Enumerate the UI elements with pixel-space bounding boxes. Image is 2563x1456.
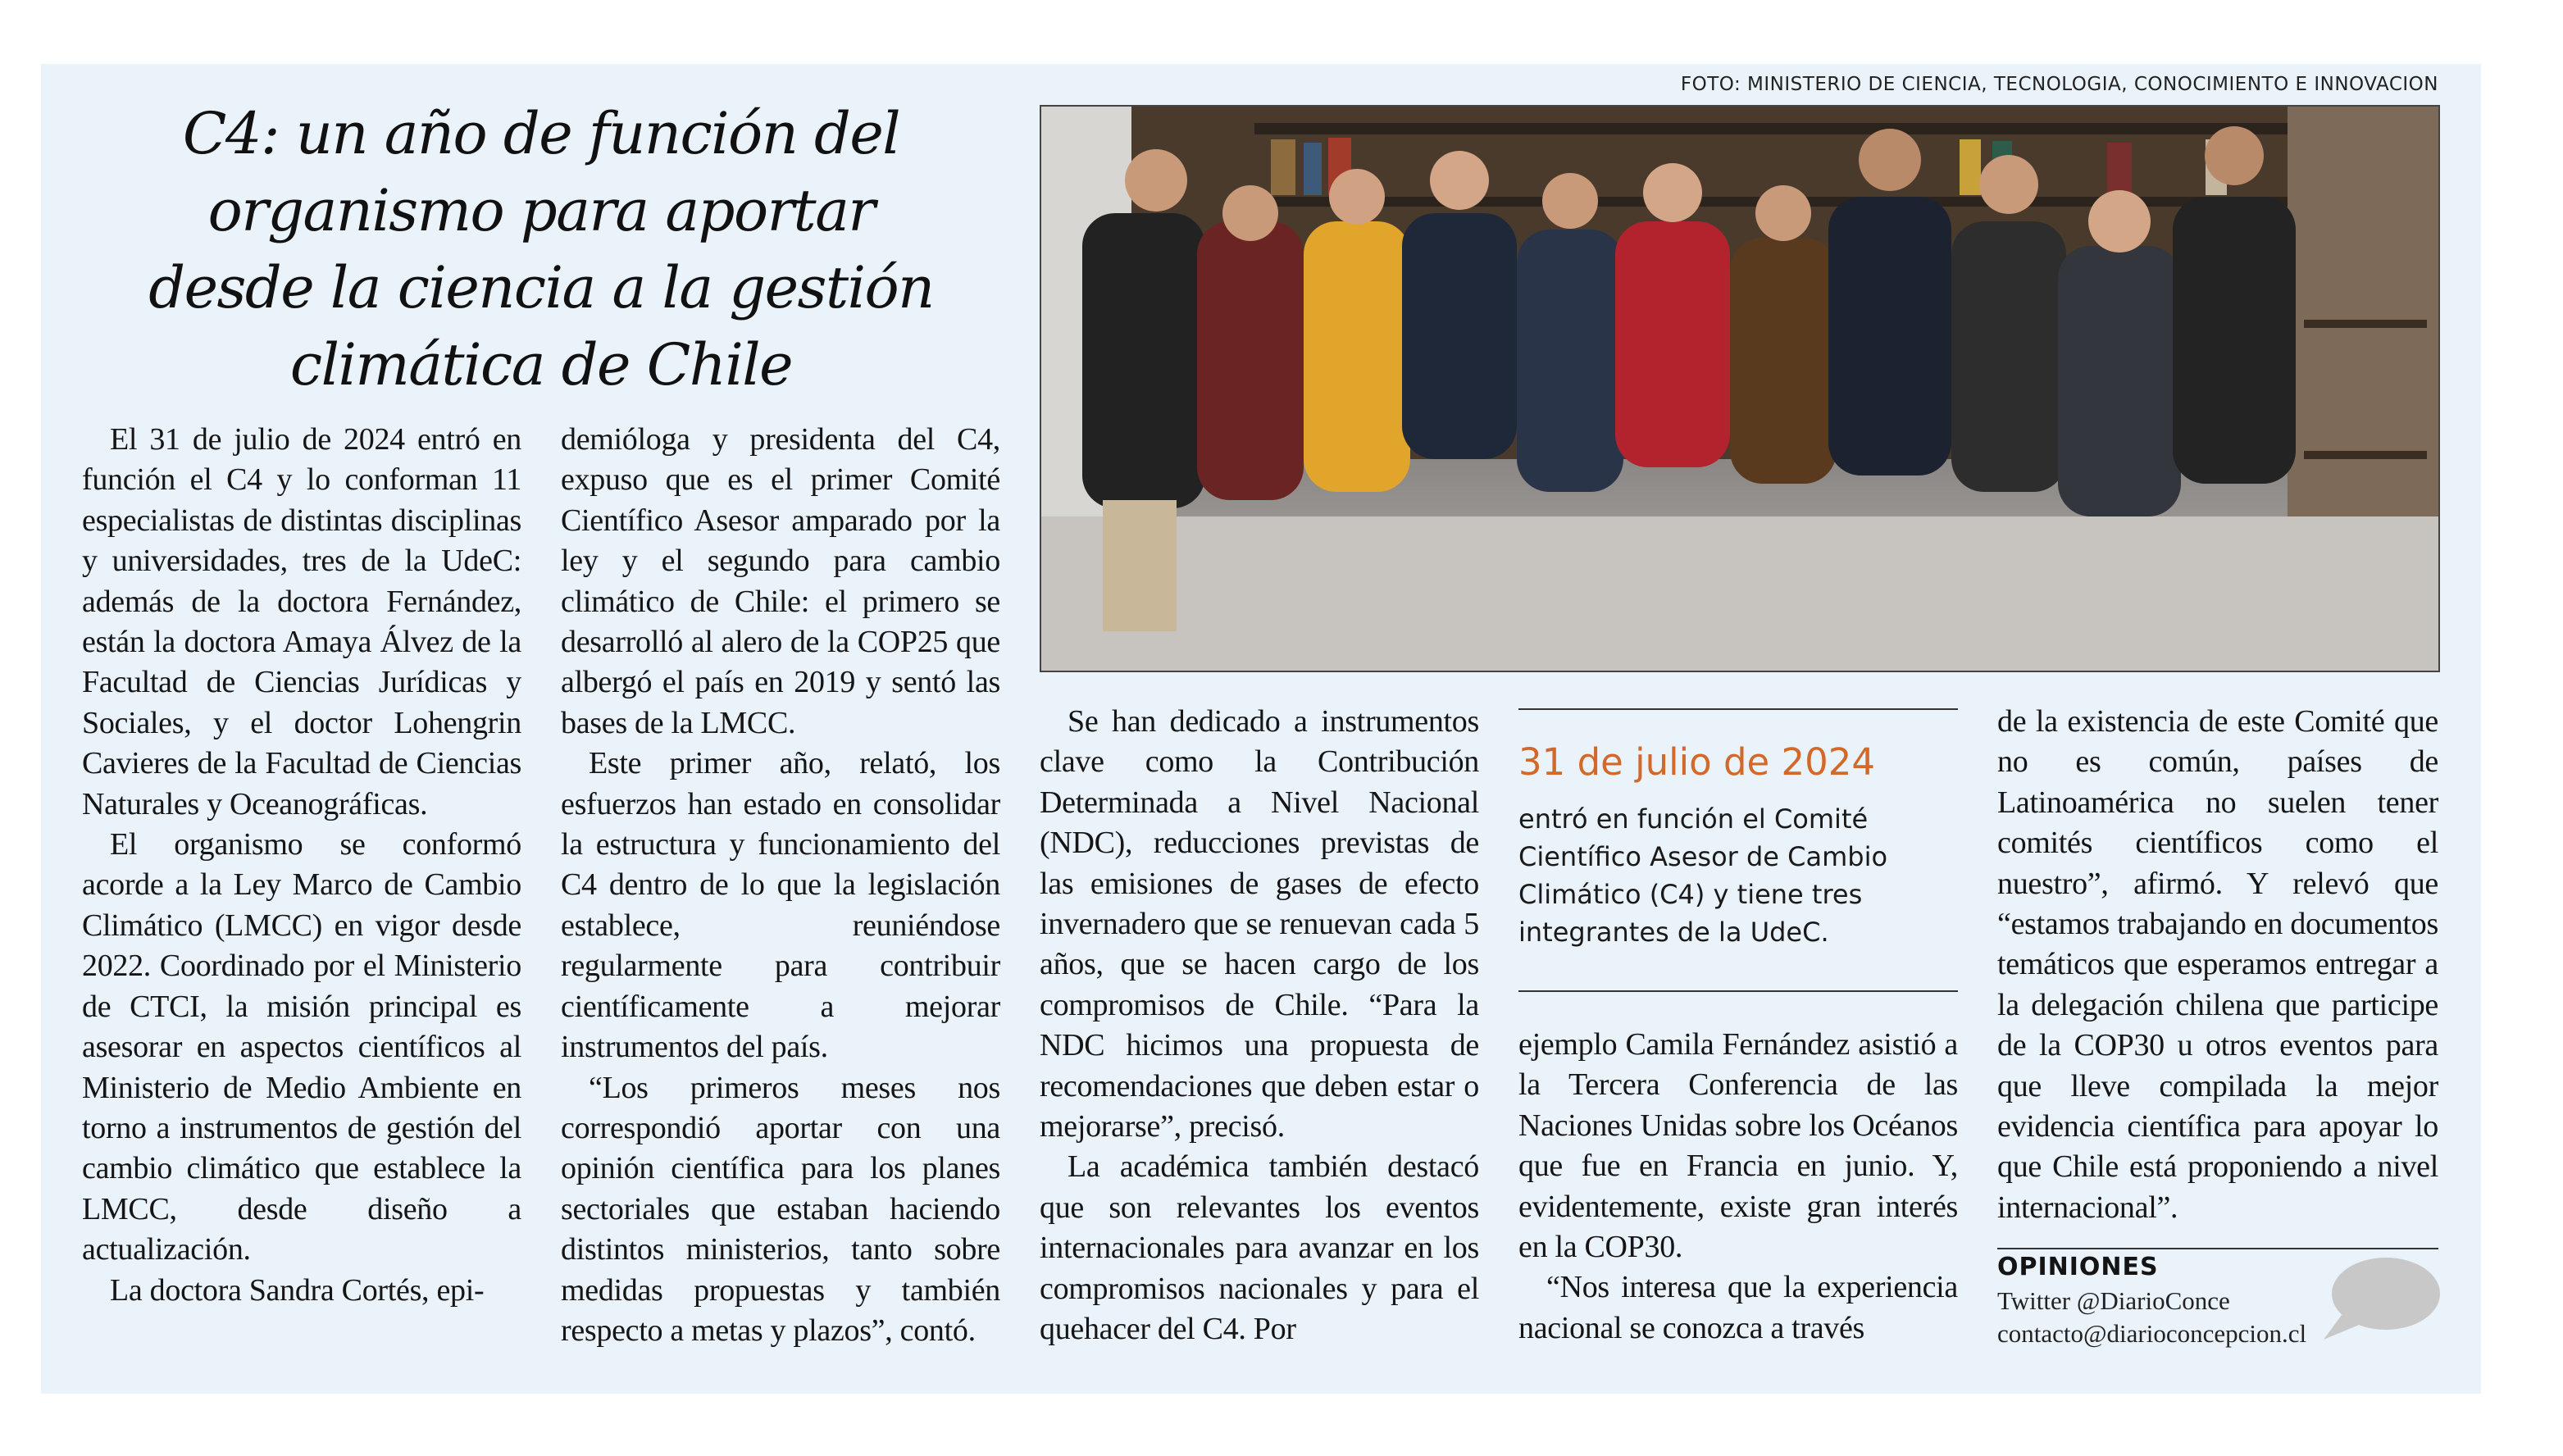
callout-date: 31 de julio de 2024 (1518, 740, 1876, 784)
photo-credit: FOTO: MINISTERIO DE CIENCIA, TECNOLOGIA, CONOCIMIENTO E INNOVACION (1680, 74, 2438, 95)
paragraph: La académica también destacó que son relevantes los eventos internacionales para avanzar en los compromisos nacionales y para el quehacer del C4. Por (1040, 1149, 1479, 1347)
paragraph: demióloga y presidenta del C4, expuso que es el primer Comité Científico Asesor amparado por la ley y el segundo para cambio climático de Chile: el primero se desarrolló al alero de la COP25 que albergó el país en 2019 y sentó las bases de la LMCC. (561, 422, 1000, 740)
paragraph: Se han dedicado a instrumentos clave como la Contribución Determinada a Nivel Nacional (NDC), reducciones previstas de las emisiones de gases de efecto invernadero que se renuevan cada 5 años, que se hacen cargo de los compromisos de Chile. “Para la NDC hicimos una propuesta de recomendaciones que deben estar o mejorarse”, precisó. (1040, 704, 1479, 1144)
text-column-5 (1997, 702, 2438, 1228)
paragraph: La doctora Sandra Cortés, epi- (110, 1272, 485, 1308)
callout-text: entró en función el Comité Científico Asesor de Cambio Climático (C4) y tiene tres integrantes de la UdeC. (1518, 803, 1888, 948)
speech-bubble-icon (2320, 1254, 2443, 1345)
contact-email[interactable]: contacto@diarioconcepcion.cl (1997, 1319, 2307, 1348)
callout-bottom-rule (1518, 990, 1958, 992)
twitter-handle[interactable]: Twitter @DiarioConce (1997, 1286, 2230, 1315)
text-column-2 (561, 420, 1000, 1351)
group-photo-illustration (1041, 107, 2438, 671)
paragraph: ejemplo Camila Fernández asistió a la Tercera Conferencia de las Naciones Unidas sobre los Océanos que fue en Francia en junio. Y, evidentemente, existe gran interés en la COP30. (1518, 1027, 1958, 1265)
text-column-4 (1518, 1025, 1958, 1349)
callout-top-rule (1518, 708, 1958, 710)
paragraph: El organismo se conformó acorde a la Ley Marco de Cambio Climático (LMCC) en vigor desde 2022. Coordinado por el Ministerio de CTCI, la misión principal es asesorar en aspectos científicos al Ministerio de Medio Ambiente en torno a instrumentos de gestión del cambio climático que establece la LMCC, desde diseño a actualización. (82, 827, 521, 1267)
callout-box (1518, 738, 1958, 951)
paragraph: Este primer año, relató, los esfuerzos han estado en consolidar la estructura y funcionamiento del C4 dentro de lo que la legislación establece, reuniéndose regularmente para contribuir científicamente a mejorar instrumentos del país. (561, 746, 1000, 1065)
opiniones-label: OPINIONES (1997, 1253, 2159, 1281)
text-column-1 (82, 420, 521, 1311)
article-photo (1040, 105, 2440, 672)
paragraph: “Los primeros meses nos correspondió aportar con una opinión científica para los planes sectoriales que estaban haciendo distintos ministerios, tanto sobre medidas propuestas y también respecto a metas y plazos”, contó. (561, 1070, 1000, 1348)
paragraph: El 31 de julio de 2024 entró en función el C4 y lo conforman 11 especialistas de distintas disciplinas y universidades, tres de la UdeC: además de la doctora Fernández, están la doctora Amaya Álvez de la Facultad de Ciencias Jurídicas y Sociales, y el doctor Lohengrin Cavieres de la Facultad de Ciencias Naturales y Oceanográficas. (82, 422, 521, 821)
headline: C4: un año de función del organismo para aportar desde la ciencia a la gestión climática de Chile (148, 100, 934, 398)
paragraph: de la existencia de este Comité que no es común, países de Latinoamérica no suelen tener comités científicos como el nuestro”, afirmó. Y relevó que “estamos trabajando en documentos temáticos que esperamos entregar a la delegación chilena que participe de la COP30 u otros eventos para que lleve compilada la mejor evidencia científica para apoyar lo que Chile está proponiendo a nivel internacional”. (1997, 704, 2438, 1225)
paragraph: “Nos interesa que la experiencia nacional se conozca a través (1518, 1270, 1958, 1345)
text-column-3 (1040, 702, 1479, 1350)
opiniones-rule (1997, 1248, 2438, 1249)
